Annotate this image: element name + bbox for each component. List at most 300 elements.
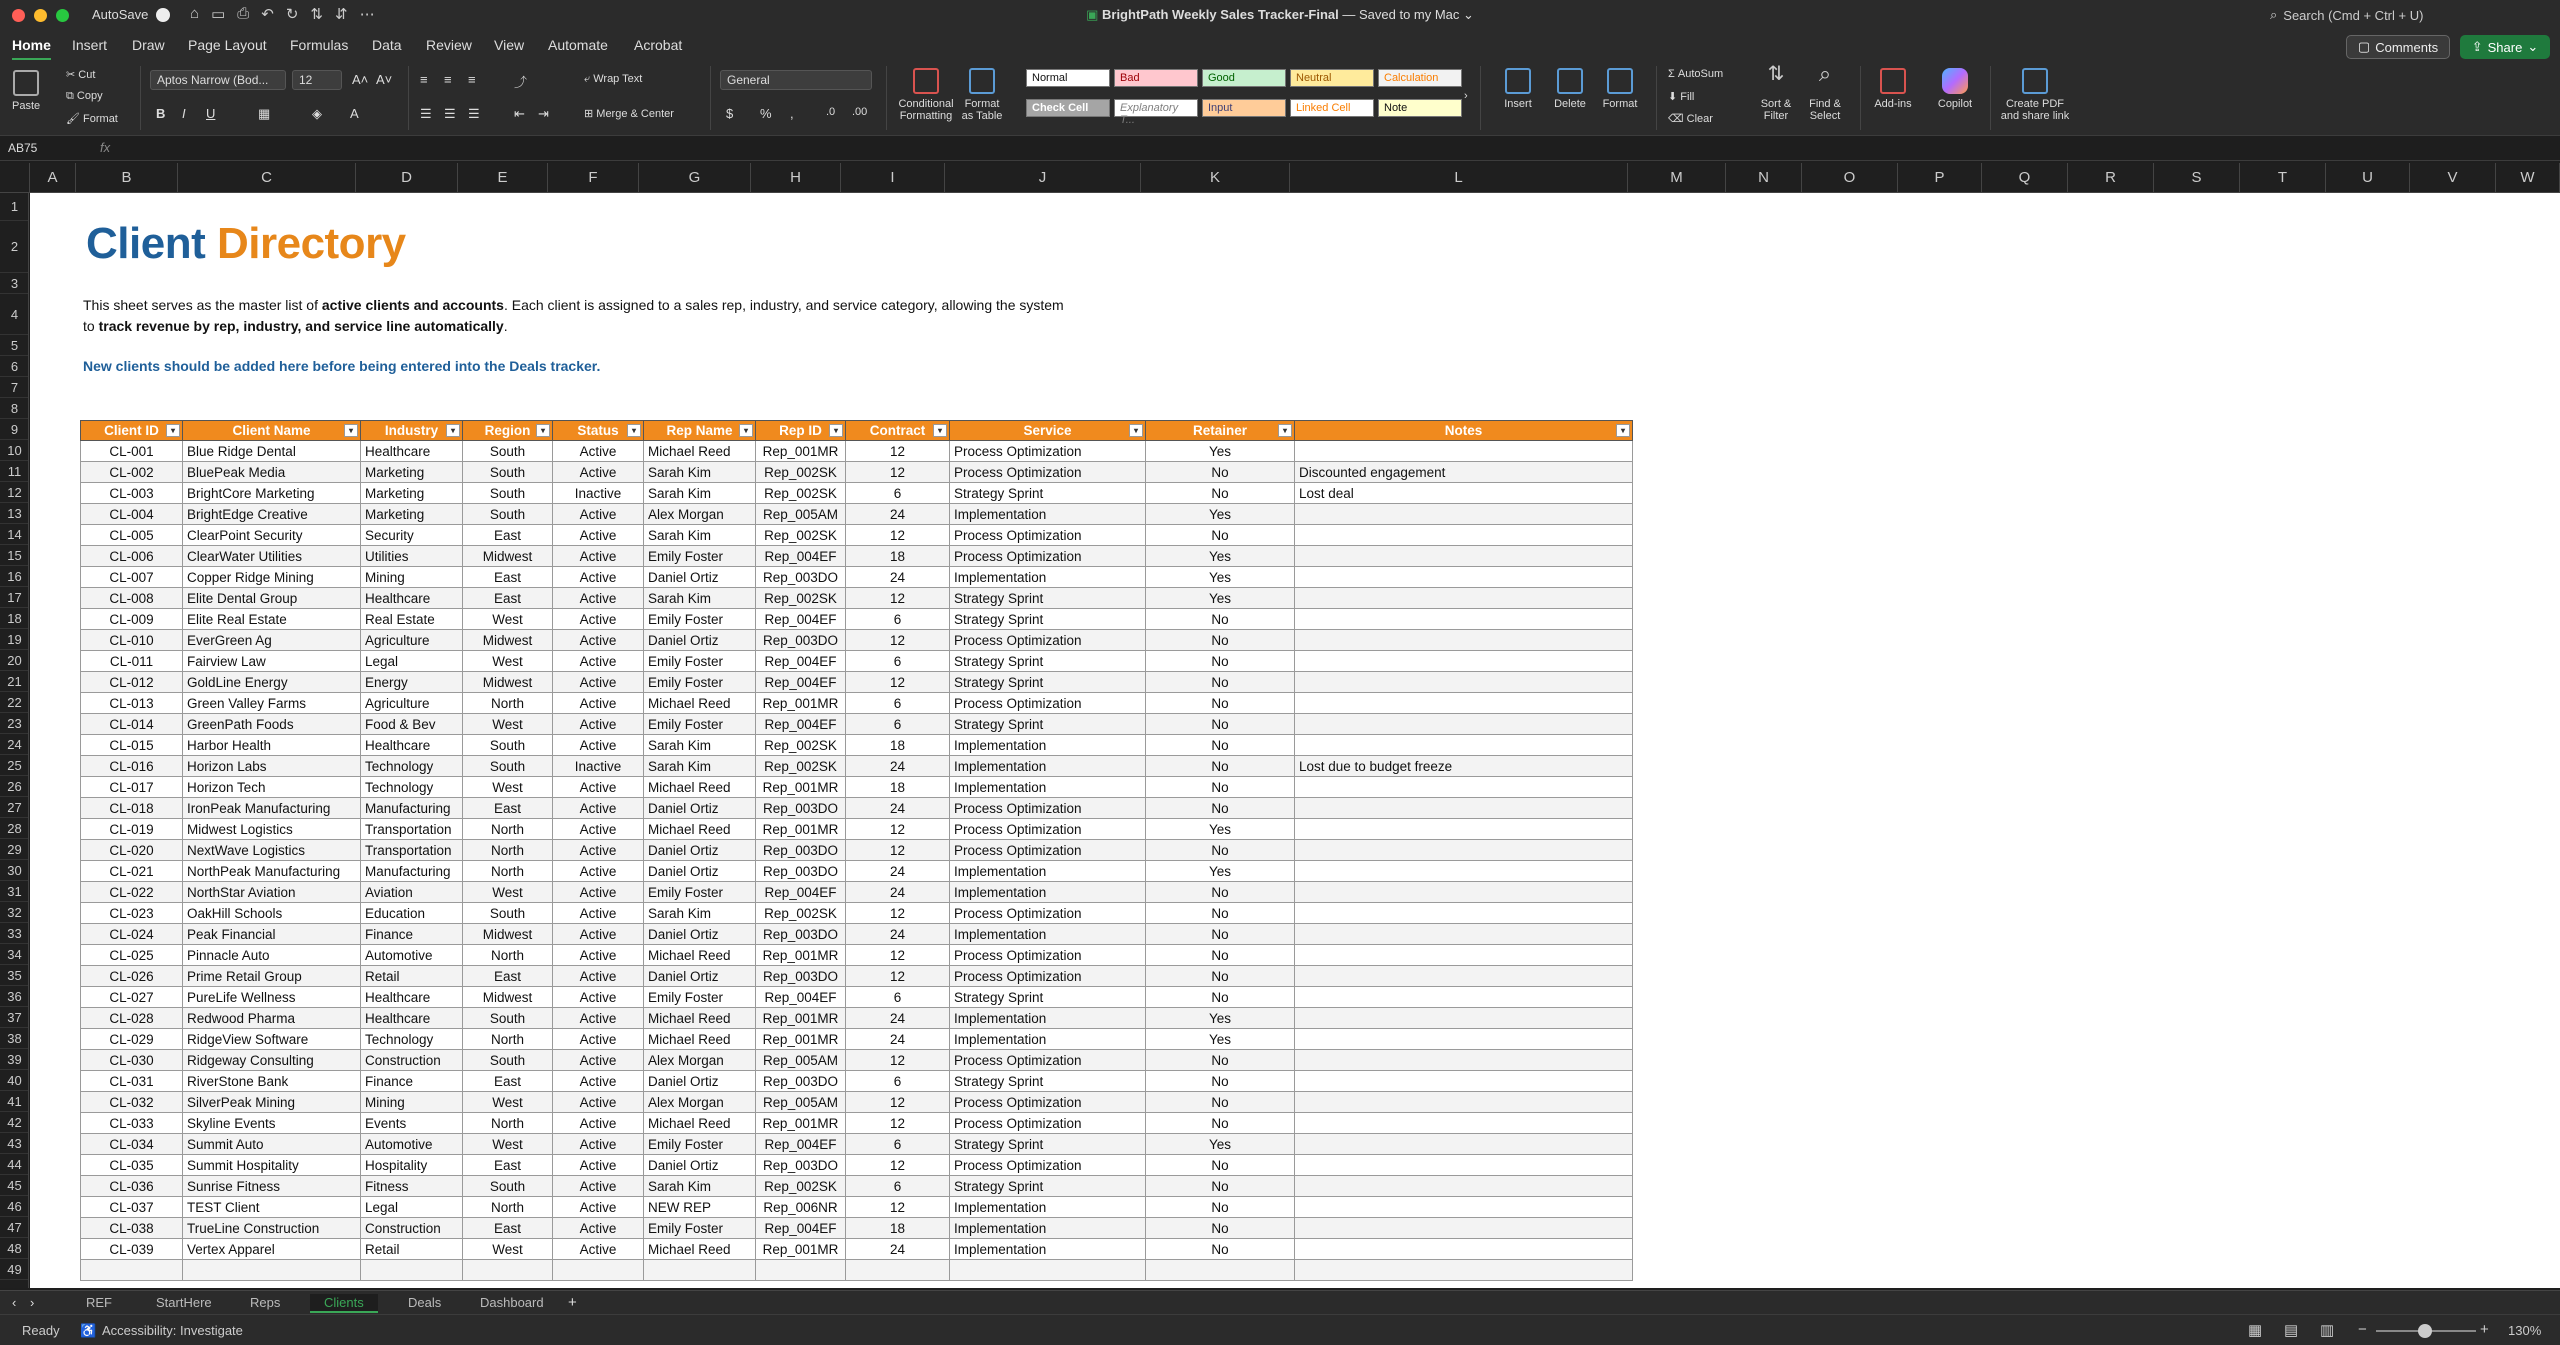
row-header[interactable]: 42 bbox=[0, 1112, 29, 1133]
print-icon[interactable]: ⎙ bbox=[237, 5, 250, 22]
table-cell[interactable]: 6 bbox=[846, 714, 950, 735]
column-header[interactable]: K bbox=[1141, 163, 1290, 193]
table-cell[interactable]: East bbox=[463, 525, 553, 546]
table-cell[interactable]: Harbor Health bbox=[183, 735, 361, 756]
table-cell[interactable]: NEW REP bbox=[644, 1197, 756, 1218]
row-header[interactable]: 24 bbox=[0, 734, 29, 755]
table-cell[interactable]: Emily Foster bbox=[644, 714, 756, 735]
row-header[interactable]: 10 bbox=[0, 440, 29, 461]
table-cell[interactable]: PureLife Wellness bbox=[183, 987, 361, 1008]
table-cell[interactable]: Process Optimization bbox=[950, 1113, 1146, 1134]
table-cell[interactable]: Process Optimization bbox=[950, 1155, 1146, 1176]
table-cell[interactable]: West bbox=[463, 777, 553, 798]
table-cell[interactable]: East bbox=[463, 588, 553, 609]
table-cell[interactable]: Active bbox=[553, 672, 644, 693]
table-cell[interactable]: No bbox=[1146, 924, 1295, 945]
table-cell[interactable]: No bbox=[1146, 1092, 1295, 1113]
table-cell[interactable]: Implementation bbox=[950, 861, 1146, 882]
table-cell[interactable]: Strategy Sprint bbox=[950, 1176, 1146, 1197]
row-header[interactable]: 3 bbox=[0, 273, 29, 294]
table-cell[interactable]: Emily Foster bbox=[644, 1218, 756, 1239]
table-cell[interactable]: CL-005 bbox=[81, 525, 183, 546]
styles-more-icon[interactable]: › bbox=[1464, 90, 1468, 102]
row-header[interactable]: 11 bbox=[0, 461, 29, 482]
table-cell[interactable]: Rep_002SK bbox=[756, 462, 846, 483]
table-cell[interactable]: GoldLine Energy bbox=[183, 672, 361, 693]
table-cell[interactable] bbox=[1295, 798, 1633, 819]
column-header[interactable]: O bbox=[1802, 163, 1898, 193]
row-header[interactable]: 36 bbox=[0, 986, 29, 1007]
table-cell[interactable]: Manufacturing bbox=[361, 798, 463, 819]
table-cell[interactable]: Events bbox=[361, 1113, 463, 1134]
row-header[interactable]: 47 bbox=[0, 1217, 29, 1238]
row-header[interactable]: 23 bbox=[0, 713, 29, 734]
table-cell[interactable] bbox=[1295, 1134, 1633, 1155]
table-cell[interactable]: CL-026 bbox=[81, 966, 183, 987]
next-sheet-icon[interactable]: › bbox=[30, 1295, 35, 1310]
table-cell[interactable] bbox=[1295, 1050, 1633, 1071]
table-cell[interactable]: Retail bbox=[361, 966, 463, 987]
table-cell[interactable]: 12 bbox=[846, 840, 950, 861]
currency-icon[interactable]: $ bbox=[726, 106, 734, 121]
row-header[interactable]: 13 bbox=[0, 503, 29, 524]
table-cell[interactable]: CL-038 bbox=[81, 1218, 183, 1239]
table-cell[interactable]: Transportation bbox=[361, 819, 463, 840]
table-cell[interactable] bbox=[183, 1260, 361, 1281]
table-cell[interactable]: CL-035 bbox=[81, 1155, 183, 1176]
table-cell[interactable]: Process Optimization bbox=[950, 819, 1146, 840]
zoom-in-icon[interactable]: + bbox=[2480, 1321, 2489, 1338]
column-header[interactable]: N bbox=[1726, 163, 1802, 193]
table-cell[interactable]: No bbox=[1146, 1071, 1295, 1092]
table-cell[interactable]: Sarah Kim bbox=[644, 588, 756, 609]
row-header[interactable]: 31 bbox=[0, 881, 29, 902]
table-cell[interactable]: Security bbox=[361, 525, 463, 546]
table-cell[interactable]: Emily Foster bbox=[644, 1134, 756, 1155]
table-cell[interactable] bbox=[81, 1260, 183, 1281]
align-left-icon[interactable]: ☰ bbox=[420, 106, 432, 121]
table-cell[interactable]: Finance bbox=[361, 924, 463, 945]
table-cell[interactable]: Marketing bbox=[361, 504, 463, 525]
table-cell[interactable]: No bbox=[1146, 987, 1295, 1008]
row-header[interactable]: 39 bbox=[0, 1049, 29, 1070]
table-cell[interactable]: 24 bbox=[846, 798, 950, 819]
table-cell[interactable]: Vertex Apparel bbox=[183, 1239, 361, 1260]
table-cell[interactable]: No bbox=[1146, 1050, 1295, 1071]
table-cell[interactable]: 12 bbox=[846, 1050, 950, 1071]
table-cell[interactable]: Implementation bbox=[950, 924, 1146, 945]
table-cell[interactable]: EverGreen Ag bbox=[183, 630, 361, 651]
tab-data[interactable]: Data bbox=[372, 37, 402, 53]
table-cell[interactable]: Rep_001MR bbox=[756, 1008, 846, 1029]
page-layout-view-icon[interactable]: ▤ bbox=[2284, 1322, 2299, 1339]
table-cell[interactable]: Pinnacle Auto bbox=[183, 945, 361, 966]
table-cell[interactable]: 24 bbox=[846, 567, 950, 588]
table-cell[interactable]: Process Optimization bbox=[950, 840, 1146, 861]
table-cell[interactable]: 6 bbox=[846, 1176, 950, 1197]
tab-draw[interactable]: Draw bbox=[132, 37, 165, 53]
table-cell[interactable]: West bbox=[463, 714, 553, 735]
table-cell[interactable]: 24 bbox=[846, 1008, 950, 1029]
fill-color-icon[interactable]: ◈ bbox=[312, 106, 322, 121]
table-cell[interactable]: 12 bbox=[846, 672, 950, 693]
table-cell[interactable]: Yes bbox=[1146, 546, 1295, 567]
table-cell[interactable]: Process Optimization bbox=[950, 525, 1146, 546]
table-cell[interactable]: No bbox=[1146, 651, 1295, 672]
table-cell[interactable]: North bbox=[463, 693, 553, 714]
table-cell[interactable]: Yes bbox=[1146, 819, 1295, 840]
table-cell[interactable] bbox=[1295, 861, 1633, 882]
table-cell[interactable]: 12 bbox=[846, 462, 950, 483]
table-cell[interactable]: CL-029 bbox=[81, 1029, 183, 1050]
table-cell[interactable]: Implementation bbox=[950, 777, 1146, 798]
table-cell[interactable]: Sarah Kim bbox=[644, 462, 756, 483]
table-cell[interactable]: Inactive bbox=[553, 483, 644, 504]
table-cell[interactable]: Real Estate bbox=[361, 609, 463, 630]
format-cells-button[interactable] bbox=[1596, 68, 1644, 110]
filter-dropdown-icon[interactable]: ▾ bbox=[1616, 424, 1630, 437]
table-cell[interactable]: RidgeView Software bbox=[183, 1029, 361, 1050]
bold-icon[interactable]: B bbox=[156, 106, 166, 121]
table-cell[interactable]: Active bbox=[553, 840, 644, 861]
table-cell[interactable]: Peak Financial bbox=[183, 924, 361, 945]
table-cell[interactable]: Active bbox=[553, 1092, 644, 1113]
table-cell[interactable]: 12 bbox=[846, 945, 950, 966]
table-cell[interactable]: IronPeak Manufacturing bbox=[183, 798, 361, 819]
table-cell[interactable]: 12 bbox=[846, 1113, 950, 1134]
table-cell[interactable]: CL-014 bbox=[81, 714, 183, 735]
delete-cells-button[interactable] bbox=[1546, 68, 1594, 110]
table-cell[interactable]: RiverStone Bank bbox=[183, 1071, 361, 1092]
table-cell[interactable] bbox=[756, 1260, 846, 1281]
table-cell[interactable]: Process Optimization bbox=[950, 441, 1146, 462]
table-cell[interactable]: Healthcare bbox=[361, 588, 463, 609]
table-cell[interactable] bbox=[1295, 525, 1633, 546]
table-cell[interactable] bbox=[1295, 651, 1633, 672]
filter-dropdown-icon[interactable]: ▾ bbox=[536, 424, 550, 437]
table-cell[interactable]: CL-025 bbox=[81, 945, 183, 966]
table-cell[interactable]: Lost due to budget freeze bbox=[1295, 756, 1633, 777]
table-cell[interactable]: West bbox=[463, 882, 553, 903]
row-header[interactable]: 27 bbox=[0, 797, 29, 818]
row-header[interactable]: 40 bbox=[0, 1070, 29, 1091]
table-cell[interactable]: South bbox=[463, 903, 553, 924]
table-cell[interactable]: 6 bbox=[846, 987, 950, 1008]
row-header[interactable]: 7 bbox=[0, 377, 29, 398]
table-cell[interactable]: Active bbox=[553, 924, 644, 945]
table-cell[interactable] bbox=[1295, 1239, 1633, 1260]
table-cell[interactable]: Rep_001MR bbox=[756, 1029, 846, 1050]
table-cell[interactable]: Mining bbox=[361, 567, 463, 588]
table-cell[interactable] bbox=[1295, 735, 1633, 756]
table-cell[interactable]: Process Optimization bbox=[950, 1092, 1146, 1113]
table-cell[interactable]: Midwest bbox=[463, 987, 553, 1008]
table-cell[interactable]: Rep_002SK bbox=[756, 735, 846, 756]
table-cell[interactable]: 12 bbox=[846, 1155, 950, 1176]
row-header[interactable]: 26 bbox=[0, 776, 29, 797]
table-cell[interactable]: Rep_003DO bbox=[756, 840, 846, 861]
table-cell[interactable]: East bbox=[463, 1071, 553, 1092]
table-cell[interactable]: Energy bbox=[361, 672, 463, 693]
table-cell[interactable]: Agriculture bbox=[361, 630, 463, 651]
table-cell[interactable]: Rep_005AM bbox=[756, 1050, 846, 1071]
table-cell[interactable] bbox=[1295, 903, 1633, 924]
table-cell[interactable]: CL-018 bbox=[81, 798, 183, 819]
row-header[interactable]: 38 bbox=[0, 1028, 29, 1049]
table-cell[interactable]: No bbox=[1146, 1218, 1295, 1239]
table-cell[interactable]: Active bbox=[553, 588, 644, 609]
table-cell[interactable]: Daniel Ortiz bbox=[644, 1071, 756, 1092]
table-cell[interactable]: Prime Retail Group bbox=[183, 966, 361, 987]
table-cell[interactable]: 12 bbox=[846, 588, 950, 609]
table-cell[interactable]: Michael Reed bbox=[644, 777, 756, 798]
table-cell[interactable]: North bbox=[463, 1113, 553, 1134]
find-select-button[interactable] bbox=[1800, 61, 1850, 122]
table-cell[interactable]: Active bbox=[553, 945, 644, 966]
table-cell[interactable] bbox=[1295, 1218, 1633, 1239]
search-box[interactable] bbox=[2270, 4, 2550, 26]
paste-button[interactable] bbox=[12, 70, 40, 112]
row-header[interactable]: 16 bbox=[0, 566, 29, 587]
table-cell[interactable]: 6 bbox=[846, 651, 950, 672]
table-cell[interactable] bbox=[1295, 714, 1633, 735]
table-cell[interactable]: CL-017 bbox=[81, 777, 183, 798]
table-cell[interactable]: Strategy Sprint bbox=[950, 588, 1146, 609]
increase-indent-icon[interactable]: ⇥ bbox=[538, 106, 549, 121]
table-cell[interactable]: NextWave Logistics bbox=[183, 840, 361, 861]
table-cell[interactable]: Sarah Kim bbox=[644, 903, 756, 924]
table-cell[interactable]: Process Optimization bbox=[950, 462, 1146, 483]
table-cell[interactable]: Rep_004EF bbox=[756, 546, 846, 567]
table-cell[interactable]: East bbox=[463, 966, 553, 987]
column-header[interactable]: I bbox=[841, 163, 945, 193]
column-header[interactable]: A bbox=[30, 163, 76, 193]
row-header[interactable]: 14 bbox=[0, 524, 29, 545]
clear-button[interactable]: ⌫ Clear bbox=[1668, 113, 1713, 125]
table-cell[interactable]: Active bbox=[553, 1029, 644, 1050]
table-cell[interactable]: Daniel Ortiz bbox=[644, 630, 756, 651]
table-cell[interactable]: Yes bbox=[1146, 1008, 1295, 1029]
table-cell[interactable]: Active bbox=[553, 462, 644, 483]
table-cell[interactable]: Active bbox=[553, 567, 644, 588]
table-cell[interactable]: No bbox=[1146, 1239, 1295, 1260]
table-cell[interactable]: Process Optimization bbox=[950, 693, 1146, 714]
table-cell[interactable]: Construction bbox=[361, 1218, 463, 1239]
table-cell[interactable]: Emily Foster bbox=[644, 882, 756, 903]
table-cell[interactable]: North bbox=[463, 945, 553, 966]
sheet-tab-ref[interactable]: REF bbox=[86, 1295, 112, 1310]
table-cell[interactable]: Alex Morgan bbox=[644, 1050, 756, 1071]
table-cell[interactable]: No bbox=[1146, 609, 1295, 630]
table-cell[interactable]: CL-031 bbox=[81, 1071, 183, 1092]
table-cell[interactable]: Rep_003DO bbox=[756, 924, 846, 945]
table-cell[interactable]: 12 bbox=[846, 1092, 950, 1113]
comments-button[interactable] bbox=[2346, 35, 2450, 59]
table-cell[interactable]: Legal bbox=[361, 651, 463, 672]
column-header[interactable]: J bbox=[945, 163, 1141, 193]
format-as-table-button[interactable] bbox=[958, 68, 1006, 122]
increase-font-icon[interactable]: A˄ bbox=[352, 72, 369, 87]
table-cell[interactable]: CL-009 bbox=[81, 609, 183, 630]
table-cell[interactable]: Active bbox=[553, 1239, 644, 1260]
table-cell[interactable]: CL-027 bbox=[81, 987, 183, 1008]
table-cell[interactable]: Strategy Sprint bbox=[950, 672, 1146, 693]
column-header[interactable]: E bbox=[458, 163, 548, 193]
table-cell[interactable]: Process Optimization bbox=[950, 945, 1146, 966]
increase-decimal-icon[interactable]: .0 bbox=[826, 106, 836, 118]
row-header[interactable]: 15 bbox=[0, 545, 29, 566]
borders-icon[interactable]: ▦ bbox=[258, 106, 271, 121]
table-cell[interactable]: No bbox=[1146, 777, 1295, 798]
table-cell[interactable]: CL-007 bbox=[81, 567, 183, 588]
add-sheet-icon[interactable]: + bbox=[568, 1294, 577, 1311]
normal-view-icon[interactable]: ▦ bbox=[2248, 1322, 2263, 1339]
table-cell[interactable]: Active bbox=[553, 1197, 644, 1218]
table-cell[interactable]: Rep_002SK bbox=[756, 1176, 846, 1197]
table-cell[interactable]: CL-011 bbox=[81, 651, 183, 672]
table-cell[interactable]: Finance bbox=[361, 1071, 463, 1092]
table-cell[interactable]: Process Optimization bbox=[950, 1050, 1146, 1071]
table-cell[interactable] bbox=[950, 1260, 1146, 1281]
wrap-text-button[interactable]: ⤶ Wrap Text bbox=[584, 73, 643, 85]
row-header[interactable]: 46 bbox=[0, 1196, 29, 1217]
style-good[interactable]: Good bbox=[1202, 69, 1286, 87]
table-cell[interactable] bbox=[553, 1260, 644, 1281]
close-window-button[interactable] bbox=[12, 9, 25, 22]
table-cell[interactable]: CL-030 bbox=[81, 1050, 183, 1071]
table-cell[interactable]: 12 bbox=[846, 966, 950, 987]
table-cell[interactable]: No bbox=[1146, 483, 1295, 504]
table-cell[interactable]: Rep_001MR bbox=[756, 819, 846, 840]
table-cell[interactable] bbox=[1295, 588, 1633, 609]
table-cell[interactable]: Michael Reed bbox=[644, 693, 756, 714]
filter-dropdown-icon[interactable]: ▾ bbox=[1278, 424, 1292, 437]
accessibility-icon[interactable]: ♿ bbox=[80, 1323, 97, 1338]
table-cell[interactable]: Midwest bbox=[463, 924, 553, 945]
filter-dropdown-icon[interactable]: ▾ bbox=[166, 424, 180, 437]
table-cell[interactable]: Rep_004EF bbox=[756, 1218, 846, 1239]
table-cell[interactable] bbox=[1295, 1029, 1633, 1050]
table-cell[interactable]: Daniel Ortiz bbox=[644, 567, 756, 588]
select-all-corner[interactable] bbox=[0, 163, 30, 193]
table-cell[interactable]: Implementation bbox=[950, 1239, 1146, 1260]
table-cell[interactable]: 6 bbox=[846, 1071, 950, 1092]
table-cell[interactable] bbox=[1295, 819, 1633, 840]
filter-dropdown-icon[interactable]: ▾ bbox=[446, 424, 460, 437]
table-cell[interactable]: Rep_002SK bbox=[756, 903, 846, 924]
accessibility-status[interactable]: Accessibility: Investigate bbox=[102, 1323, 243, 1338]
table-cell[interactable]: Marketing bbox=[361, 462, 463, 483]
table-cell[interactable]: 18 bbox=[846, 1218, 950, 1239]
table-cell[interactable]: Rep_003DO bbox=[756, 798, 846, 819]
table-cell[interactable]: Daniel Ortiz bbox=[644, 840, 756, 861]
table-cell[interactable]: Yes bbox=[1146, 861, 1295, 882]
worksheet[interactable] bbox=[30, 193, 2560, 1288]
column-header[interactable]: S bbox=[2154, 163, 2240, 193]
table-cell[interactable]: Rep_003DO bbox=[756, 630, 846, 651]
table-cell[interactable] bbox=[1295, 546, 1633, 567]
table-cell[interactable]: Active bbox=[553, 1050, 644, 1071]
align-right-icon[interactable]: ☰ bbox=[468, 106, 480, 121]
table-cell[interactable]: Rep_002SK bbox=[756, 525, 846, 546]
table-cell[interactable] bbox=[1295, 966, 1633, 987]
table-cell[interactable]: South bbox=[463, 483, 553, 504]
column-header[interactable]: V bbox=[2410, 163, 2496, 193]
row-header[interactable]: 6 bbox=[0, 356, 29, 377]
table-cell[interactable]: CL-032 bbox=[81, 1092, 183, 1113]
prev-sheet-icon[interactable]: ‹ bbox=[12, 1295, 17, 1310]
table-cell[interactable]: Michael Reed bbox=[644, 819, 756, 840]
table-cell[interactable]: Implementation bbox=[950, 882, 1146, 903]
style-note[interactable]: Note bbox=[1378, 99, 1462, 117]
table-cell[interactable]: Sunrise Fitness bbox=[183, 1176, 361, 1197]
redo-icon[interactable]: ↻ bbox=[285, 6, 299, 23]
sheet-tab-clients[interactable]: Clients bbox=[310, 1294, 378, 1313]
table-cell[interactable]: Active bbox=[553, 609, 644, 630]
sheet-tab-starthere[interactable]: StartHere bbox=[156, 1295, 212, 1310]
table-cell[interactable]: Michael Reed bbox=[644, 441, 756, 462]
table-cell[interactable]: Technology bbox=[361, 777, 463, 798]
table-cell[interactable]: CL-004 bbox=[81, 504, 183, 525]
row-header[interactable]: 29 bbox=[0, 839, 29, 860]
table-cell[interactable]: Active bbox=[553, 819, 644, 840]
table-cell[interactable] bbox=[846, 1260, 950, 1281]
column-header[interactable]: R bbox=[2068, 163, 2154, 193]
table-cell[interactable]: Implementation bbox=[950, 756, 1146, 777]
style-linked-cell[interactable]: Linked Cell bbox=[1290, 99, 1374, 117]
row-header[interactable]: 32 bbox=[0, 902, 29, 923]
table-cell[interactable]: NorthPeak Manufacturing bbox=[183, 861, 361, 882]
table-cell[interactable]: West bbox=[463, 1239, 553, 1260]
table-cell[interactable]: Implementation bbox=[950, 1197, 1146, 1218]
row-header[interactable]: 12 bbox=[0, 482, 29, 503]
table-cell[interactable]: CL-028 bbox=[81, 1008, 183, 1029]
table-cell[interactable]: Rep_004EF bbox=[756, 882, 846, 903]
table-cell[interactable]: South bbox=[463, 1050, 553, 1071]
table-cell[interactable]: North bbox=[463, 1029, 553, 1050]
table-cell[interactable]: 24 bbox=[846, 861, 950, 882]
table-cell[interactable]: Process Optimization bbox=[950, 798, 1146, 819]
table-cell[interactable]: East bbox=[463, 1218, 553, 1239]
table-cell[interactable]: No bbox=[1146, 714, 1295, 735]
table-cell[interactable]: SilverPeak Mining bbox=[183, 1092, 361, 1113]
table-cell[interactable]: No bbox=[1146, 903, 1295, 924]
table-cell[interactable]: Rep_002SK bbox=[756, 483, 846, 504]
table-cell[interactable]: Copper Ridge Mining bbox=[183, 567, 361, 588]
align-middle-icon[interactable]: ≡ bbox=[444, 72, 452, 87]
table-cell[interactable]: Midwest bbox=[463, 672, 553, 693]
row-header[interactable]: 4 bbox=[0, 294, 29, 335]
table-cell[interactable]: Rep_001MR bbox=[756, 441, 846, 462]
filter-dropdown-icon[interactable]: ▾ bbox=[1129, 424, 1143, 437]
table-cell[interactable]: Strategy Sprint bbox=[950, 609, 1146, 630]
table-cell[interactable]: South bbox=[463, 441, 553, 462]
table-cell[interactable]: Rep_001MR bbox=[756, 1239, 846, 1260]
table-cell[interactable]: ClearWater Utilities bbox=[183, 546, 361, 567]
table-cell[interactable]: Midwest Logistics bbox=[183, 819, 361, 840]
table-cell[interactable]: 12 bbox=[846, 525, 950, 546]
table-cell[interactable]: Strategy Sprint bbox=[950, 651, 1146, 672]
table-cell[interactable]: Yes bbox=[1146, 441, 1295, 462]
table-cell[interactable]: CL-015 bbox=[81, 735, 183, 756]
column-header[interactable]: P bbox=[1898, 163, 1982, 193]
table-cell[interactable]: Daniel Ortiz bbox=[644, 861, 756, 882]
table-cell[interactable]: South bbox=[463, 735, 553, 756]
table-cell[interactable]: No bbox=[1146, 462, 1295, 483]
table-cell[interactable] bbox=[1295, 672, 1633, 693]
table-cell[interactable]: Rep_002SK bbox=[756, 588, 846, 609]
table-cell[interactable]: Fairview Law bbox=[183, 651, 361, 672]
